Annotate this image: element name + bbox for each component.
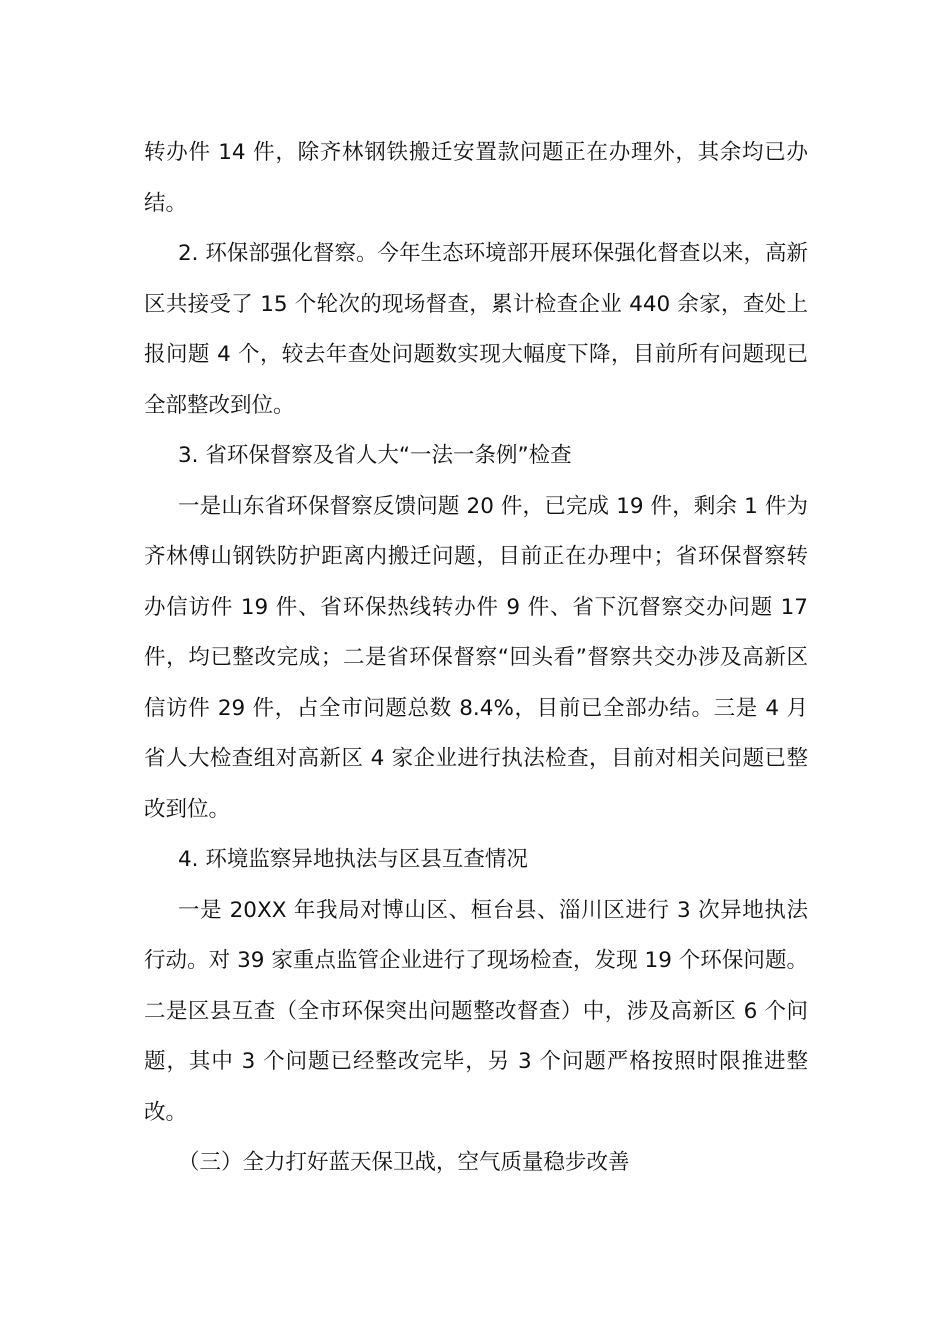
- heading-cross-region-enforcement: 4. 环境监察异地执法与区县互查情况: [178, 847, 528, 872]
- paragraph-continuation: 转办件 14 件，除齐林钢铁搬迁安置款问题正在办理外，其余均已办结。: [144, 140, 808, 216]
- heading-blue-sky-campaign: （三）全力打好蓝天保卫战，空气质量稳步改善: [178, 1150, 630, 1175]
- document-body: [144, 128, 808, 1189]
- paragraph-cross-region-enforcement-details: 一是 20XX 年我局对博山区、桓台县、淄川区进行 3 次异地执法行动。对 39 家重点监管企业进行了现场检查，发现 19 个环保问题。二是区县互查（全市环保突出问题整改督查）中，涉及高新区 6 个问题，其中 3 个问题已经整改完毕，另 3 个问题严格按照时限推进整改。: [144, 897, 808, 1125]
- heading-provincial-inspection: 3. 省环保督察及省人大“一法一条例”检查: [178, 443, 572, 468]
- paragraph-provincial-inspection-details: 一是山东省环保督察反馈问题 20 件，已完成 19 件，剩余 1 件为齐林傅山钢铁防护距离内搬迁问题，目前正在办理中；省环保督察转办信访件 19 件、省环保热线转办件 9 件、省下沉督察交办问题 17 件，均已整改完成；二是省环保督察“回头看”督察共交办涉及高新区信访件 29 件，占全市问题总数 8.4%，目前已全部办结。三是 4 月省人大检查组对高新区 4 家企业进行执法检查，目前对相关问题已整改到位。: [144, 493, 808, 822]
- paragraph-environment-ministry-inspection: 2. 环保部强化督察。今年生态环境部开展环保强化督查以来，高新区共接受了 15 个轮次的现场督查，累计检查企业 440 余家，查处上报问题 4 个，较去年查处问题数实现大幅度下降，目前所有问题现已全部整改到位。: [144, 241, 808, 418]
